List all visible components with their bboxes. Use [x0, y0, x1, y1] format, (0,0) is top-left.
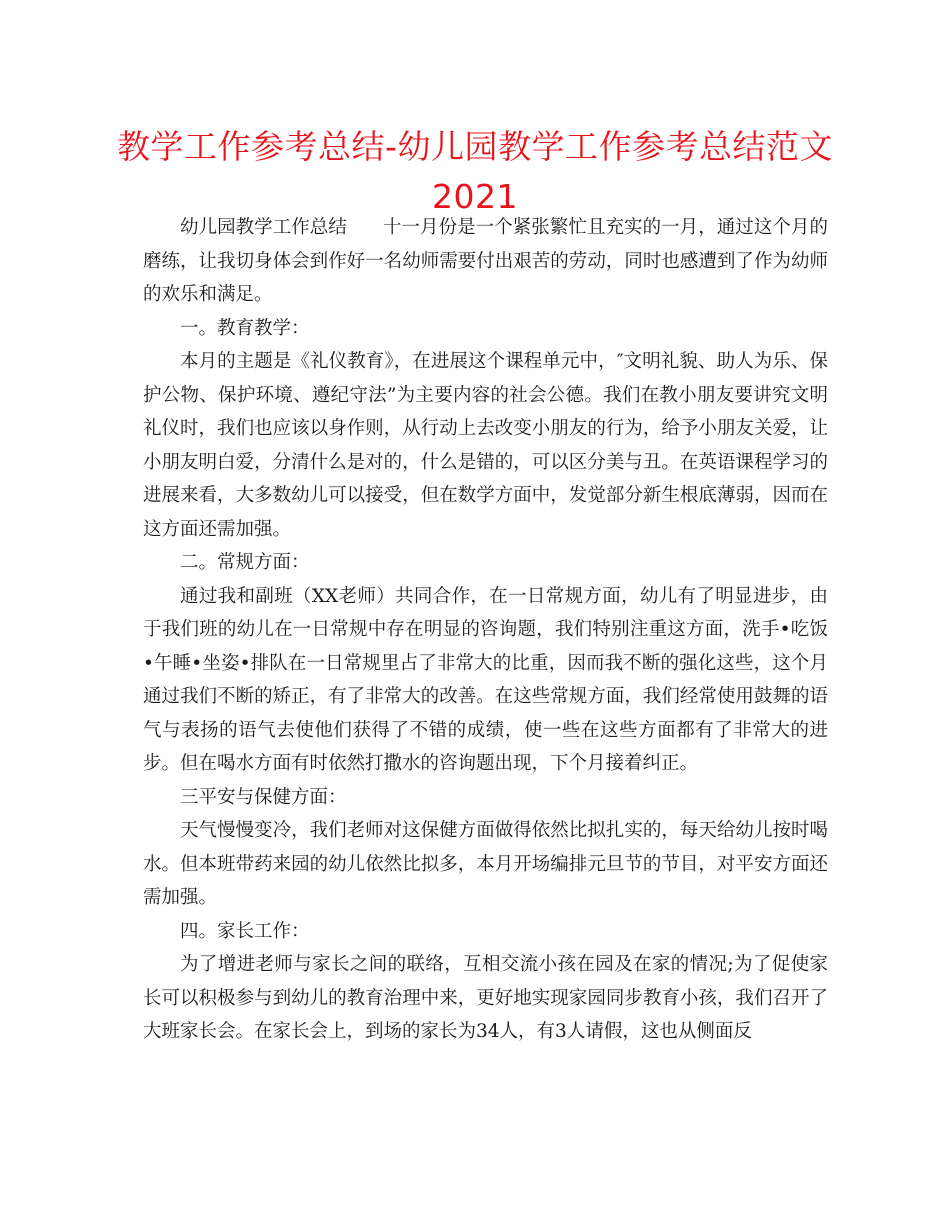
section-paragraph: 天气慢慢变冷，我们老师对这保健方面做得依然比拟扎实的，每天给幼儿按时喝水。但本班带药来园的幼儿依然比拟多，本月开场编排元旦节的节目，对平安方面还需加强。	[143, 820, 828, 908]
intro-text: 十一月份是一个紧张繁忙且充实的一月，通过这个月的磨练，让我切身体会到作好一名幼师需要付出艰苦的劳动，同时也感遭到了作为幼师的欢乐和满足。	[143, 217, 828, 305]
section-paragraph: 为了增进老师与家长之间的联络，互相交流小孩在园及在家的情况;为了促使家长可以积极参与到幼儿的教育治理中来，更好地实现家园同步教育小孩，我们召开了大班家长会。在家长会上，到场的家长为34人，有3人请假，这也从侧面反	[143, 954, 828, 1042]
intro-paragraph	[143, 211, 828, 312]
intro-heading: 幼儿园教学工作总结	[180, 217, 347, 238]
document-title: 教学工作参考总结-幼儿园教学工作参考总结范文2021	[117, 127, 833, 216]
section-heading: 四。家长工作：	[180, 920, 310, 942]
section-heading: 二。常规方面：	[180, 552, 310, 573]
section-paragraph: 本月的主题是《礼仪教育》，在进展这个课程单元中，″文明礼貌、助人为乐、保护公物、保护环境、遵纪守法”为主要内容的社会公德。我们在教小朋友要讲究文明礼仪时，我们也应该以身作则，从行动上去改变小朋友的行为，给予小朋友关爱，让小朋友明白爱，分清什么是对的，什么是错的，可以区分美与丑。在英语课程学习的进展来看，大多数幼儿可以接受，但在数学方面中，发觉部分新生根底薄弱，因而在这方面还需加强。	[143, 351, 828, 540]
section-heading: 三平安与保健方面：	[180, 786, 347, 808]
section-heading: 一。教育教学：	[180, 317, 310, 339]
document-body	[143, 211, 828, 1049]
section-paragraph: 通过我和副班（XX老师）共同合作，在一日常规方面，幼儿有了明显进步，由于我们班的幼儿在一日常规中存在明显的咨询题，我们特别注重这方面，洗手•吃饭•午睡•坐姿•排队在一日常规里占了非常大的比重，因而我不断的强化这些，这个月通过我们不断的矫正，有了非常大的改善。在这些常规方面，我们经常使用鼓舞的语气与表扬的语气去使他们获得了不错的成绩，使一些在这些方面都有了非常大的进步。但在喝水方面有时依然打撒水的咨询题出现，下个月接着纠正。	[143, 585, 828, 774]
